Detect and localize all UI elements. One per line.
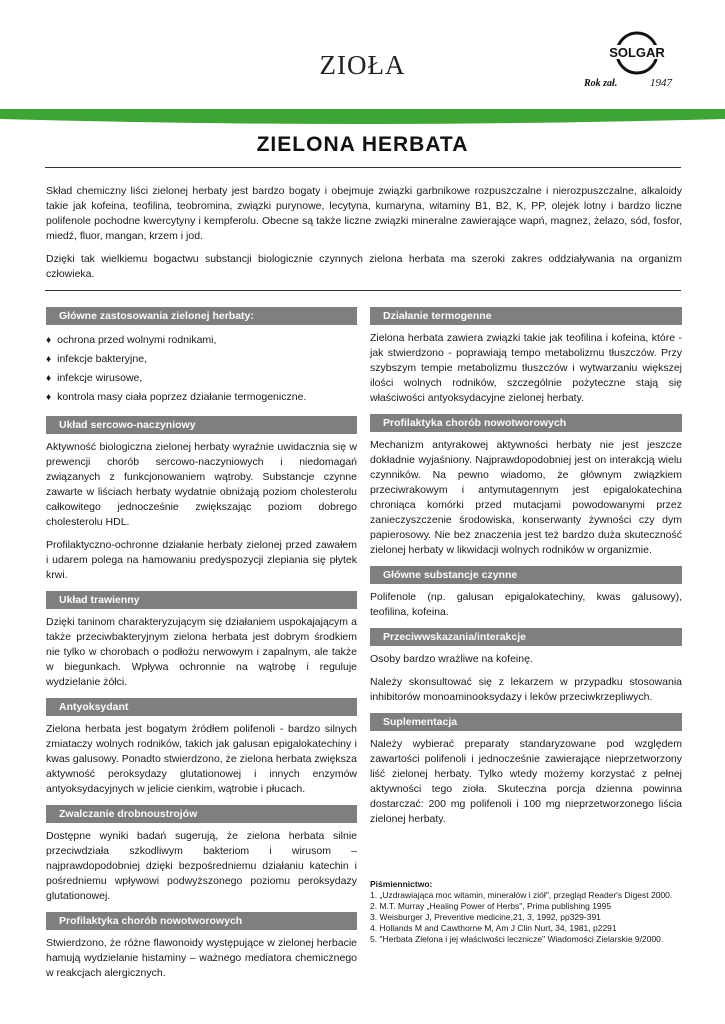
list-item: ♦ ochrona przed wolnymi rodnikami,: [46, 331, 357, 350]
list-item: 3. Weisburger J, Preventive medicine,21, 3, 1992, pp329-391: [370, 912, 601, 922]
substances-paragraph: Polifenole (np. galusan epigalokatechiny, kwas galusowy), teofilina, kofeina.: [370, 591, 682, 618]
list-item: 1. „Uzdrawiająca moc witamin, minerałów i ziół", przegląd Reader's Digest 2000.: [370, 890, 673, 900]
supplement-paragraph: Należy wybierać preparaty standaryzowane pod względem zawartości polifenoli i jednocześnie zawierające nieprzetworzony liść zielonej herbaty. Tylko wtedy możemy korzystać z pełnej aktywności tego zioła. Skuteczna porcja dzienna powinna dostarczać: 200 mg polifenoli i 100 mg nieprzetworzonego liścia zielonej herbaty.: [370, 738, 682, 825]
contra-paragraph: Osoby bardzo wrażliwe na kofeinę.: [370, 653, 533, 665]
list-item: ♦ infekcje bakteryjne,: [46, 350, 357, 369]
section-heading-cardio: Układ sercowo-naczyniowy: [46, 416, 357, 434]
header-title: ZIOŁA: [319, 50, 406, 80]
section-heading-cancer-left: Profilaktyka chorób nowotworowych: [46, 912, 357, 930]
intro-paragraph-2: Dzięki tak wielkiemu bogactwu substancji biologicznie czynnych zielona herbata ma szeroki zakres oddziaływania na organizm człowieka.: [46, 253, 682, 280]
digestive-paragraph: Dzięki taninom charakteryzującym się działaniem uspokajającym a także przeciwbakteryjnym zielona herbata jest dobrym środkiem nie tylko w chorobach o podłożu nerwowym i zapalnym, ale także w biegunkach. Wpływa ochronnie na wątrobę i reguluje wydzielanie żółci.: [46, 616, 357, 688]
references: [370, 879, 682, 945]
thermogenic-paragraph: Zielona herbata zawiera związki takie jak teofilina i kofeina, które - jak stwierdzono - poprawiają tempo metabolizmu tłuszczów. Przy szybszym tempie metabolizmu tłuszczów i wytwarzaniu większej ilości wolnych rodników, szczególnie pożyteczne stają się właściwości antyoksydacyjne zielonej herbaty.: [370, 332, 682, 404]
divider-top: [45, 167, 681, 168]
section-heading-digestive: Układ trawienny: [46, 591, 357, 609]
section-heading-contra: Przeciwwskazania/interakcje: [370, 628, 682, 646]
section-heading-antioxidant: Antyoksydant: [46, 698, 357, 716]
cardio-paragraph: Profilaktyczno-ochronne działanie herbaty zielonej przed zawałem i udarem polega na hamowaniu predyspozycji zlepiania się płytek krwi.: [46, 539, 357, 581]
list-item: 5. "Herbata Zielona i jej właściwości lecznicze" Wiadomości Zielarskie 9/2000.: [370, 934, 664, 944]
section-heading-microbes: Zwalczanie drobnoustrojów: [46, 805, 357, 823]
section-heading-uses: Główne zastosowania zielonej herbaty:: [46, 307, 357, 325]
right-column: [370, 307, 682, 835]
list-item: ♦ infekcje wirusowe,: [46, 369, 357, 388]
antioxidant-paragraph: Zielona herbata jest bogatym źródłem polifenoli - bardzo silnych zmiataczy wolnych rodników, takich jak galusan epigalokatechiny i kwas galusowy. Ponadto stwierdzono, że zielona herbata zwiększa aktywność peroksydazy glutationowej i innych enzymów antyoksydacyjnych w jelicie cienkim, wątrobie i płucach.: [46, 723, 357, 795]
uses-list: [46, 331, 357, 407]
list-item: 4. Hollands M and Cawthorne M, Am J Clin Nurt, 34, 1981, p2291: [370, 923, 617, 933]
contra-paragraph: Należy skonsultować się z lekarzem w przypadku stosowania inhibitorów monoaminooksydazy i leków przeciwkrzepliwych.: [370, 676, 682, 703]
cardio-paragraph: Aktywność biologiczna zielonej herbaty wyraźnie uwidacznia się w prewencji chorób sercowo-naczyniowych i niedomagań związanych z funkcjonowaniem wątroby. Substancje czynne zawarte w liściach herbaty wydatnie obniżają poziom cholesterolu całkowitego jednocześnie zwiększając poziom dobrego cholesterolu HDL.: [46, 441, 357, 528]
references-title: Piśmiennictwo:: [370, 879, 433, 889]
section-heading-cancer-right: Profilaktyka chorób nowotworowych: [370, 414, 682, 432]
green-band: [0, 107, 725, 125]
list-item: ♦ kontrola masy ciała poprzez działanie termogeniczne.: [46, 388, 357, 407]
logo-tagline-left: Rok zał.: [584, 78, 618, 89]
intro-paragraph-1: Skład chemiczny liści zielonej herbaty jest bardzo bogaty i obejmuje związki garbnikowe rozpuszczalne i nierozpuszczalne, alkaloidy takie jak kofeina, teofilina, teobromina, związki purynowe, lecytyna, kumaryna, witaminy B1, B2, K, PP, olejek lotny i bardzo liczne polifenole pochodne kwercytyny i kempferolu. Obecne są także liczne związki mineralne zawierające wapń, magnez, żelazo, sód, fosfor, miedź, fluor, mangan, krzem i jod.: [46, 185, 682, 242]
cancer-left-paragraph: Stwierdzono, że różne flawonoidy występujące w zielonej herbacie hamują wydzielanie histaminy – ważnego mediatora chemicznego w reakcjach alergicznych.: [46, 937, 357, 979]
logo-brand: SOLGAR: [609, 45, 665, 60]
divider-bottom: [45, 290, 681, 291]
microbes-paragraph: Dostępne wyniki badań sugerują, że zielona herbata silnie przeciwdziała szkodliwym bakteriom i wirusom – najprawdopodobniej dzięki bezpośredniemu działaniu katechin i pośredniemu wpływowi podwyższonego poziomu peroksydazy glutationowej.: [46, 830, 357, 902]
section-heading-thermogenic: Działanie termogenne: [370, 307, 682, 325]
section-heading-substances: Główne substancje czynne: [370, 566, 682, 584]
section-heading-supplement: Suplementacja: [370, 713, 682, 731]
page-title: ZIELONA HERBATA: [256, 133, 469, 156]
references-list: [370, 890, 682, 945]
list-item: 2. M.T. Murray „Healing Power of Herbs", Prima publishing 1995: [370, 901, 612, 911]
cancer-right-paragraph: Mechanizm antyrakowej aktywności herbaty nie jest jeszcze dokładnie wyjaśniony. Najprawdopodobniej jest on interakcją wielu czynników. Na pewno wiadomo, że głównym związkiem przeciwrakowym i antymutagennym jest epigalokatechina chroniąca komórki przed mutacjami powodowanymi przez zanieczyszczenie środowiska, konserwanty żywności czy dym papierosowy. Nie bez znaczenia jest też bardzo duża skuteczność zielonej herbaty w likwidacji wolnych rodników w organizmie.: [370, 439, 682, 556]
solgar-logo: [582, 30, 692, 90]
logo-tagline-right: 1947: [650, 77, 672, 89]
left-column: [46, 307, 357, 989]
